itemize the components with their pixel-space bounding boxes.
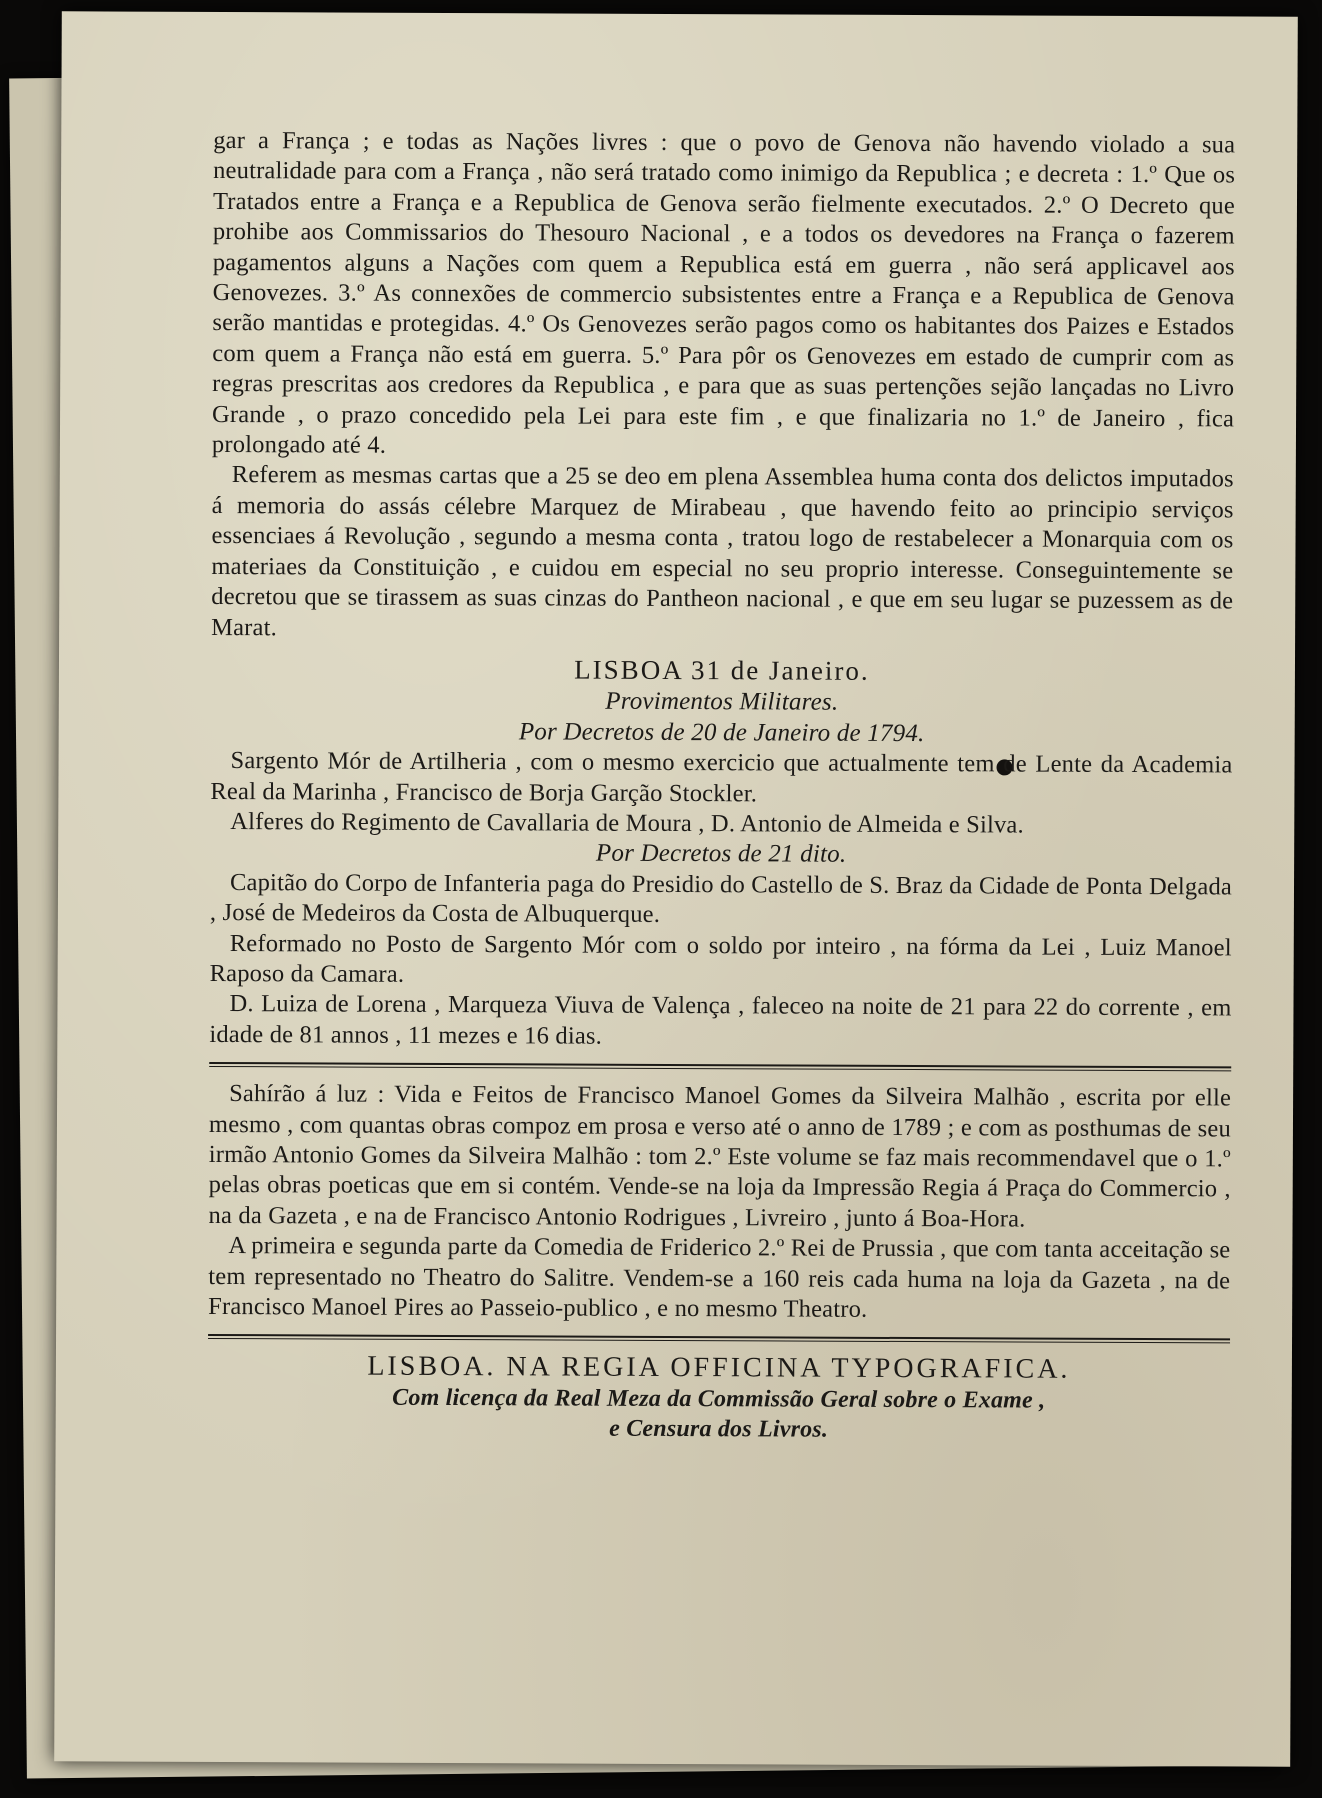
notice-1: Sahírão á luz : Vida e Feitos de Francisco Manoel Gomes da Silveira Malhão , escrita por elle mesmo , com quantas obras compoz em prosa e verso até o anno de 1789 ; e com as posthumas de seu irmão Antonio Gomes da Silveira Malhão : tom 2.º Este volume se faz mais recommendavel que o 1.º pelas obras poeticas que em si contém. Vende-se na loja da Impressão Regia á Praça do Commercio , na da Gazeta , e na de Francisco Antonio Rodrigues , Livreiro , junto á Boa-Hora. bbox=[208, 1080, 1232, 1233]
body-paragraph-2: Referem as mesmas cartas que a 25 se deo em plena Assemblea huma conta dos delictos imputados á memoria do assás célebre Marquez de Mirabeau , que havendo feito ao principio serviços essenciaes á Revolução , segundo a mesma conta , tratou logo de restabelecer a Monarquia com os materiaes da Constituição , e cuidou em especial no seu proprio interesse. Conseguintemente se decretou que se tirassem as suas cinzas do Pantheon nacional , e que em seu lugar se puzessem as de Marat. bbox=[211, 461, 1234, 641]
appointment-1: Sargento Mór de Artilheria , com o mesmo exercicio que actualmente tem de Lente da Academia Real da Marinha , Francisco de Borja Garção Stockler. bbox=[210, 747, 1233, 807]
dateline: LISBOA 31 de Janeiro. bbox=[574, 654, 870, 686]
gazette-page bbox=[54, 11, 1298, 1766]
license-line-1: Com licença da Real Meza da Commissão Geral sobre o Exame , bbox=[392, 1384, 1046, 1414]
appointment-2: Alferes do Regimento de Cavallaria de Moura , D. Antonio de Almeida e Silva. bbox=[230, 807, 1024, 839]
military-heading: Provimentos Militares. bbox=[605, 688, 839, 717]
divider-rule-1 bbox=[209, 1062, 1231, 1071]
obituary: D. Luiza de Lorena , Marqueza Viuva de Valença , faleceo na noite de 21 para 22 do corrente , em idade de 81 annos , 11 mezes e 16 dias. bbox=[209, 990, 1232, 1050]
license-line-2: e Censura dos Livros. bbox=[609, 1415, 829, 1443]
appointment-4: Reformado no Posto de Sargento Mór com o soldo por inteiro , na fórma da Lei , Luiz Manoel Raposo da Camara. bbox=[209, 929, 1232, 988]
notice-2: A primeira e segunda parte da Comedia de Friderico 2.º Rei de Prussia , que com tanta acceitação se tem representado no Theatro do Salitre. Vendem-se a 160 reis cada huma na loja da Gazeta , na de Francisco Manoel Pires ao Passeio-publico , e no mesmo Theatro. bbox=[208, 1232, 1231, 1323]
divider-rule-2 bbox=[208, 1334, 1230, 1343]
decree-heading-1: Por Decretos de 20 de Janeiro de 1794. bbox=[518, 718, 925, 747]
decree-heading-2: Por Decretos de 21 dito. bbox=[595, 839, 847, 869]
body-paragraph-1: gar a França ; e todas as Nações livres : que o povo de Genova não havendo violado a sua neutralidade para com a França , não será tratado como inimigo da Republica ; e decreta : 1.º Que os Tratados entre a França e a Republica de Genova serão fielmente executados. 2.º O Decreto que prohibe aos Commissarios do Thesouro Nacional , e a todos os devedores na França o fazerem pagamentos alguns a Nações com quem a Republica está em guerra , não será applicavel aos Genovezes. 3.º As connexões de commercio subsistentes entre a França e a Republica de Genova serão mantidas e protegidas. 4.º Os Genovezes serão pagos como os habitantes dos Paizes e Estados com quem a França não está em guerra. 5.º Para pôr os Genovezes em estado de cumprir com as regras prescritas aos credores da Republica , e para que as suas pertenções sejão lançadas no Livro Grande , o prazo concedido pela Lei para este fim , e que finalizaria no 1.º de Janeiro , fica prolongado até 4. bbox=[211, 126, 1236, 459]
imprint-line: LISBOA. NA REGIA OFFICINA TYPOGRAFICA. bbox=[367, 1351, 1071, 1386]
appointment-3: Capitão do Corpo de Infanteria paga do Presidio do Castello de S. Braz da Cidade de Ponta Delgada , José de Medeiros da Costa de Albuquerque. bbox=[209, 868, 1233, 929]
page-text bbox=[208, 126, 1236, 1447]
